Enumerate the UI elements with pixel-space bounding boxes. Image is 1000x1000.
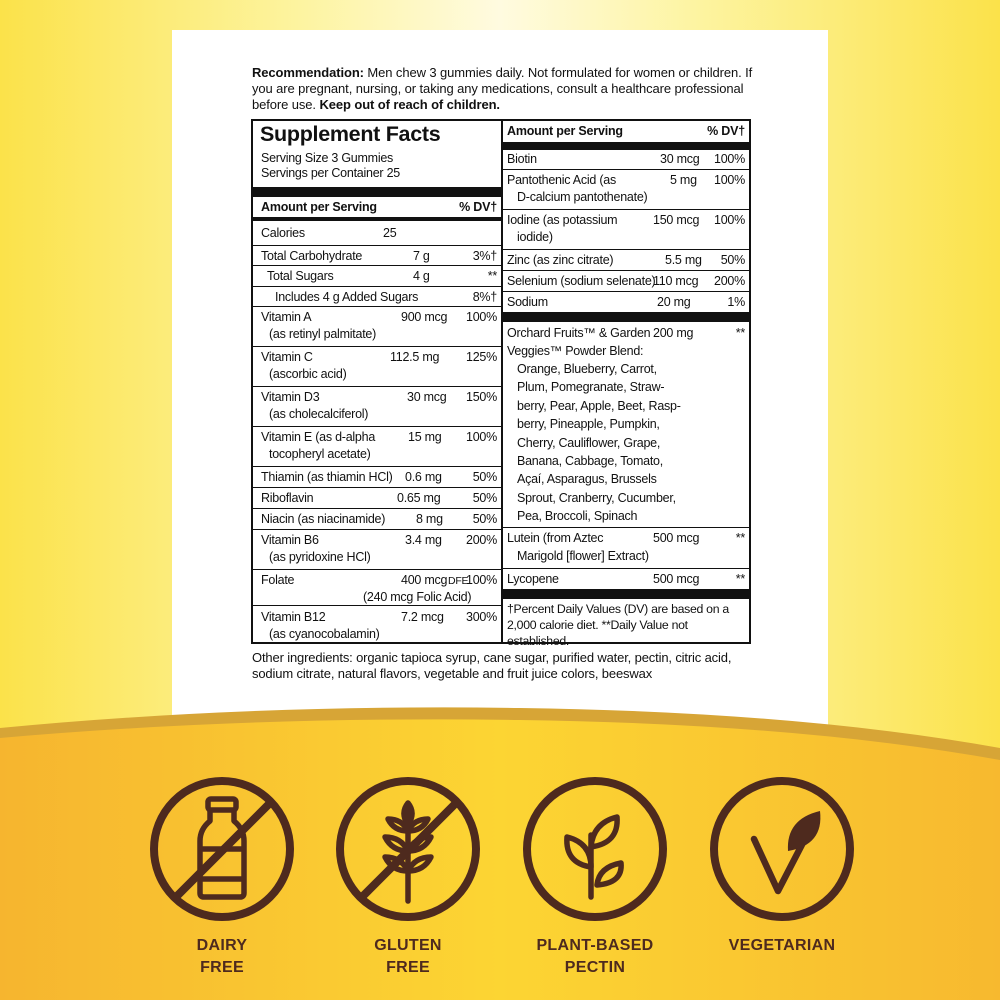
nutrient-sub: (as cholecalciferol) [269, 407, 369, 421]
blend-row [503, 326, 749, 526]
blend-ingredient-line: berry, Pear, Apple, Beet, Rasp- [517, 398, 681, 413]
facts-title: Supplement Facts [260, 122, 441, 146]
nutrient-amount: 20 mg [657, 295, 691, 309]
nutrient-name: Thiamin (as thiamin HCl) [261, 470, 393, 484]
nutrient-dv: ** [487, 269, 497, 283]
blend-name-line: Orchard Fruits™ & Garden [507, 326, 651, 340]
nutrient-dv: 100% [466, 310, 497, 324]
blend-ingredient-line: Pea, Broccoli, Spinach [517, 509, 638, 524]
nutrient-name: Total Sugars [267, 269, 334, 283]
plant-sprout-icon [521, 775, 669, 923]
badge-label-dairy-free [137, 935, 307, 979]
nutrient-sub: (as cyanocobalamin) [269, 627, 380, 641]
child-warning: Keep out of reach of children. [319, 97, 500, 112]
nutrient-amount: 5.5 mg [665, 253, 702, 267]
nutrient-name: Folate [261, 573, 295, 587]
nutrient-name: Niacin (as niacinamide) [261, 512, 386, 526]
thick-rule [503, 589, 749, 599]
daily-value-footnote: †Percent Daily Values (DV) are based on a 2,000 calorie diet. **Daily Value not established. [507, 602, 729, 648]
nutrient-sub: Marigold [flower] Extract) [517, 549, 649, 563]
nutrient-dv: 125% [466, 350, 497, 364]
nutrient-amount: 500 mcg [653, 531, 700, 545]
badge-label-line: GLUTEN [374, 937, 442, 954]
nutrient-amount: 5 mg [670, 173, 697, 187]
blend-ingredient-line: Sprout, Cranberry, Cucumber, [517, 490, 676, 505]
nutrient-amount: 15 mg [408, 430, 442, 444]
medium-rule [253, 217, 501, 221]
nutrient-row [503, 249, 749, 267]
nutrient-row [253, 426, 501, 461]
thick-rule [503, 142, 749, 150]
badge-label-plant-based-pectin [510, 935, 680, 979]
nutrient-dv: 100% [466, 430, 497, 444]
nutrient-name: Lutein (from Aztec [507, 531, 604, 545]
badge-label-line: VEGETARIAN [728, 937, 836, 954]
nutrient-sub: D-calcium pantothenate) [517, 190, 648, 204]
nutrient-amount: 0.65 mg [397, 491, 441, 505]
nutrient-name: Biotin [507, 152, 537, 166]
nutrient-sub: tocopheryl acetate) [269, 447, 371, 461]
nutrient-amount: 150 mcg [653, 213, 700, 227]
amount-header: Amount per Serving [261, 200, 377, 214]
nutrient-name: Vitamin D3 [261, 390, 320, 404]
blend-ingredient-line: Plum, Pomegranate, Straw- [517, 380, 665, 395]
nutrient-amount: 4 g [413, 269, 430, 283]
nutrient-row [253, 306, 501, 341]
badge-label-line: FREE [200, 959, 244, 976]
facts-right-column [503, 121, 749, 648]
dv-header: % DV† [707, 124, 745, 138]
recommendation-heading: Recommendation: [252, 65, 364, 80]
dv-header: % DV† [459, 200, 497, 214]
thick-rule [503, 312, 749, 322]
blend-ingredient-line: Orange, Blueberry, Carrot, [517, 362, 657, 376]
nutrient-name: Riboflavin [261, 491, 314, 505]
nutrient-dv: 200% [714, 274, 745, 288]
nutrient-dv: 50% [472, 491, 497, 505]
nutrient-dv: 100% [714, 152, 745, 166]
nutrient-name: Vitamin B6 [261, 533, 319, 547]
nutrient-dv: 150% [466, 390, 497, 404]
badge-label-line: DAIRY [196, 937, 248, 954]
blend-ingredient-line: Banana, Cabbage, Tomato, [517, 454, 663, 468]
nutrient-amount: 7 g [413, 249, 430, 263]
nutrient-name: Vitamin B12 [261, 610, 326, 624]
nutrient-sub: (ascorbic acid) [269, 367, 347, 381]
nutrient-dv: 50% [472, 470, 497, 484]
other-ingredients: Other ingredients: organic tapioca syrup, cane sugar, purified water, pectin, citric acid, sodium citrate, natural flavors, vegetable and fruit juice colors, beeswax [252, 650, 732, 681]
recommendation-body: Men chew 3 gummies daily. Not formulated for women or children. If you are pregnant, nursing, or taking any medications, consult a healthcare professional before use. [252, 65, 753, 112]
badge-label-line: PLANT-BASED [536, 937, 654, 954]
nutrient-dv: 100% [466, 573, 497, 587]
nutrient-dv: 50% [472, 512, 497, 526]
nutrient-dv: 200% [466, 533, 497, 547]
facts-left-column [253, 121, 501, 642]
nutrient-amount: 30 mcg [407, 390, 447, 404]
blend-name-line: Veggies™ Powder Blend: [507, 344, 644, 358]
nutrient-amount: 8 mg [416, 512, 443, 526]
nutrient-name: Includes 4 g Added Sugars [275, 290, 419, 304]
supplement-facts-panel [251, 119, 751, 648]
nutrient-sub: (as pyridoxine HCl) [269, 550, 371, 564]
nutrient-amount: 3.4 mg [405, 533, 442, 547]
wheat-icon [334, 775, 482, 923]
nutrient-name: Calories [261, 226, 305, 240]
blend-dv: ** [735, 326, 745, 340]
nutrient-row [503, 291, 749, 309]
nutrient-row [253, 346, 501, 381]
nutrient-sub: iodide) [517, 230, 553, 244]
thick-rule [253, 187, 501, 197]
nutrient-dv: 50% [720, 253, 745, 267]
nutrient-row [503, 527, 749, 563]
nutrient-name: Vitamin C [261, 350, 313, 364]
nutrient-amount: 110 mcg [653, 274, 699, 288]
badge-label-vegetarian [697, 935, 867, 957]
serving-size: Serving Size 3 Gummies [261, 151, 394, 165]
nutrient-sub: (240 mcg Folic Acid) [363, 590, 472, 604]
badge-label-gluten-free [323, 935, 493, 979]
nutrient-row [253, 529, 501, 564]
nutrient-row [253, 245, 501, 263]
nutrient-row [253, 569, 501, 604]
nutrient-name: Sodium [507, 295, 548, 309]
blend-ingredient-line: Cherry, Cauliflower, Grape, [517, 435, 661, 450]
badge-label-line: PECTIN [564, 959, 626, 976]
nutrient-dv: 300% [466, 610, 497, 624]
nutrient-name: Zinc (as zinc citrate) [507, 253, 614, 267]
milk-bottle-icon [148, 775, 296, 923]
nutrient-amount: 30 mcg [660, 152, 700, 166]
nutrient-row [253, 386, 501, 421]
nutrient-dv: 100% [714, 173, 745, 187]
nutrient-amount: 0.6 mg [405, 470, 442, 484]
amount-header: Amount per Serving [507, 124, 623, 138]
recommendation-text [252, 65, 762, 113]
nutrient-row [253, 487, 501, 505]
nutrient-row [253, 286, 501, 304]
nutrient-row [503, 209, 749, 244]
nutrient-row [503, 169, 749, 204]
folate-unit: DFE [448, 575, 469, 587]
nutrient-name: Vitamin A [261, 310, 312, 324]
nutrient-dv: ** [735, 531, 745, 545]
nutrient-name: Selenium (sodium selenate) [507, 274, 656, 288]
blend-amount: 200 mg [653, 326, 694, 340]
nutrient-amount: 900 mcg [401, 310, 448, 324]
nutrient-dv: 1% [727, 295, 745, 309]
nutrient-dv: 8%† [472, 290, 497, 304]
servings-per-container: Servings per Container 25 [261, 166, 400, 180]
blend-ingredient-line: Açaí, Asparagus, Brussels [517, 472, 657, 487]
nutrient-name: Lycopene [507, 572, 559, 586]
nutrient-sub: (as retinyl palmitate) [269, 327, 377, 341]
nutrient-row [253, 466, 501, 484]
nutrient-dv: 100% [714, 213, 745, 227]
nutrient-row [253, 605, 501, 641]
nutrient-amount: 112.5 mg [390, 350, 440, 364]
nutrient-row [503, 568, 749, 586]
badge-label-line: FREE [386, 959, 430, 976]
nutrient-amount: 400 mcg [401, 573, 448, 587]
blend-ingredient-line: berry, Pineapple, Pumpkin, [517, 417, 660, 432]
nutrient-amount: 500 mcg [653, 572, 700, 586]
nutrient-row [253, 265, 501, 283]
nutrient-amount: 25 [383, 226, 397, 240]
leaf-check-icon [708, 775, 856, 923]
nutrient-name: Iodine (as potassium [507, 213, 618, 227]
nutrient-name: Vitamin E (as d-alpha [261, 430, 376, 444]
nutrient-dv: ** [735, 572, 745, 586]
nutrient-row [253, 508, 501, 526]
nutrient-amount: 7.2 mcg [401, 610, 444, 624]
nutrient-name: Pantothenic Acid (as [507, 173, 616, 187]
nutrient-row [503, 270, 749, 288]
nutrient-name: Total Carbohydrate [261, 249, 363, 263]
nutrient-dv: 3%† [472, 249, 497, 263]
